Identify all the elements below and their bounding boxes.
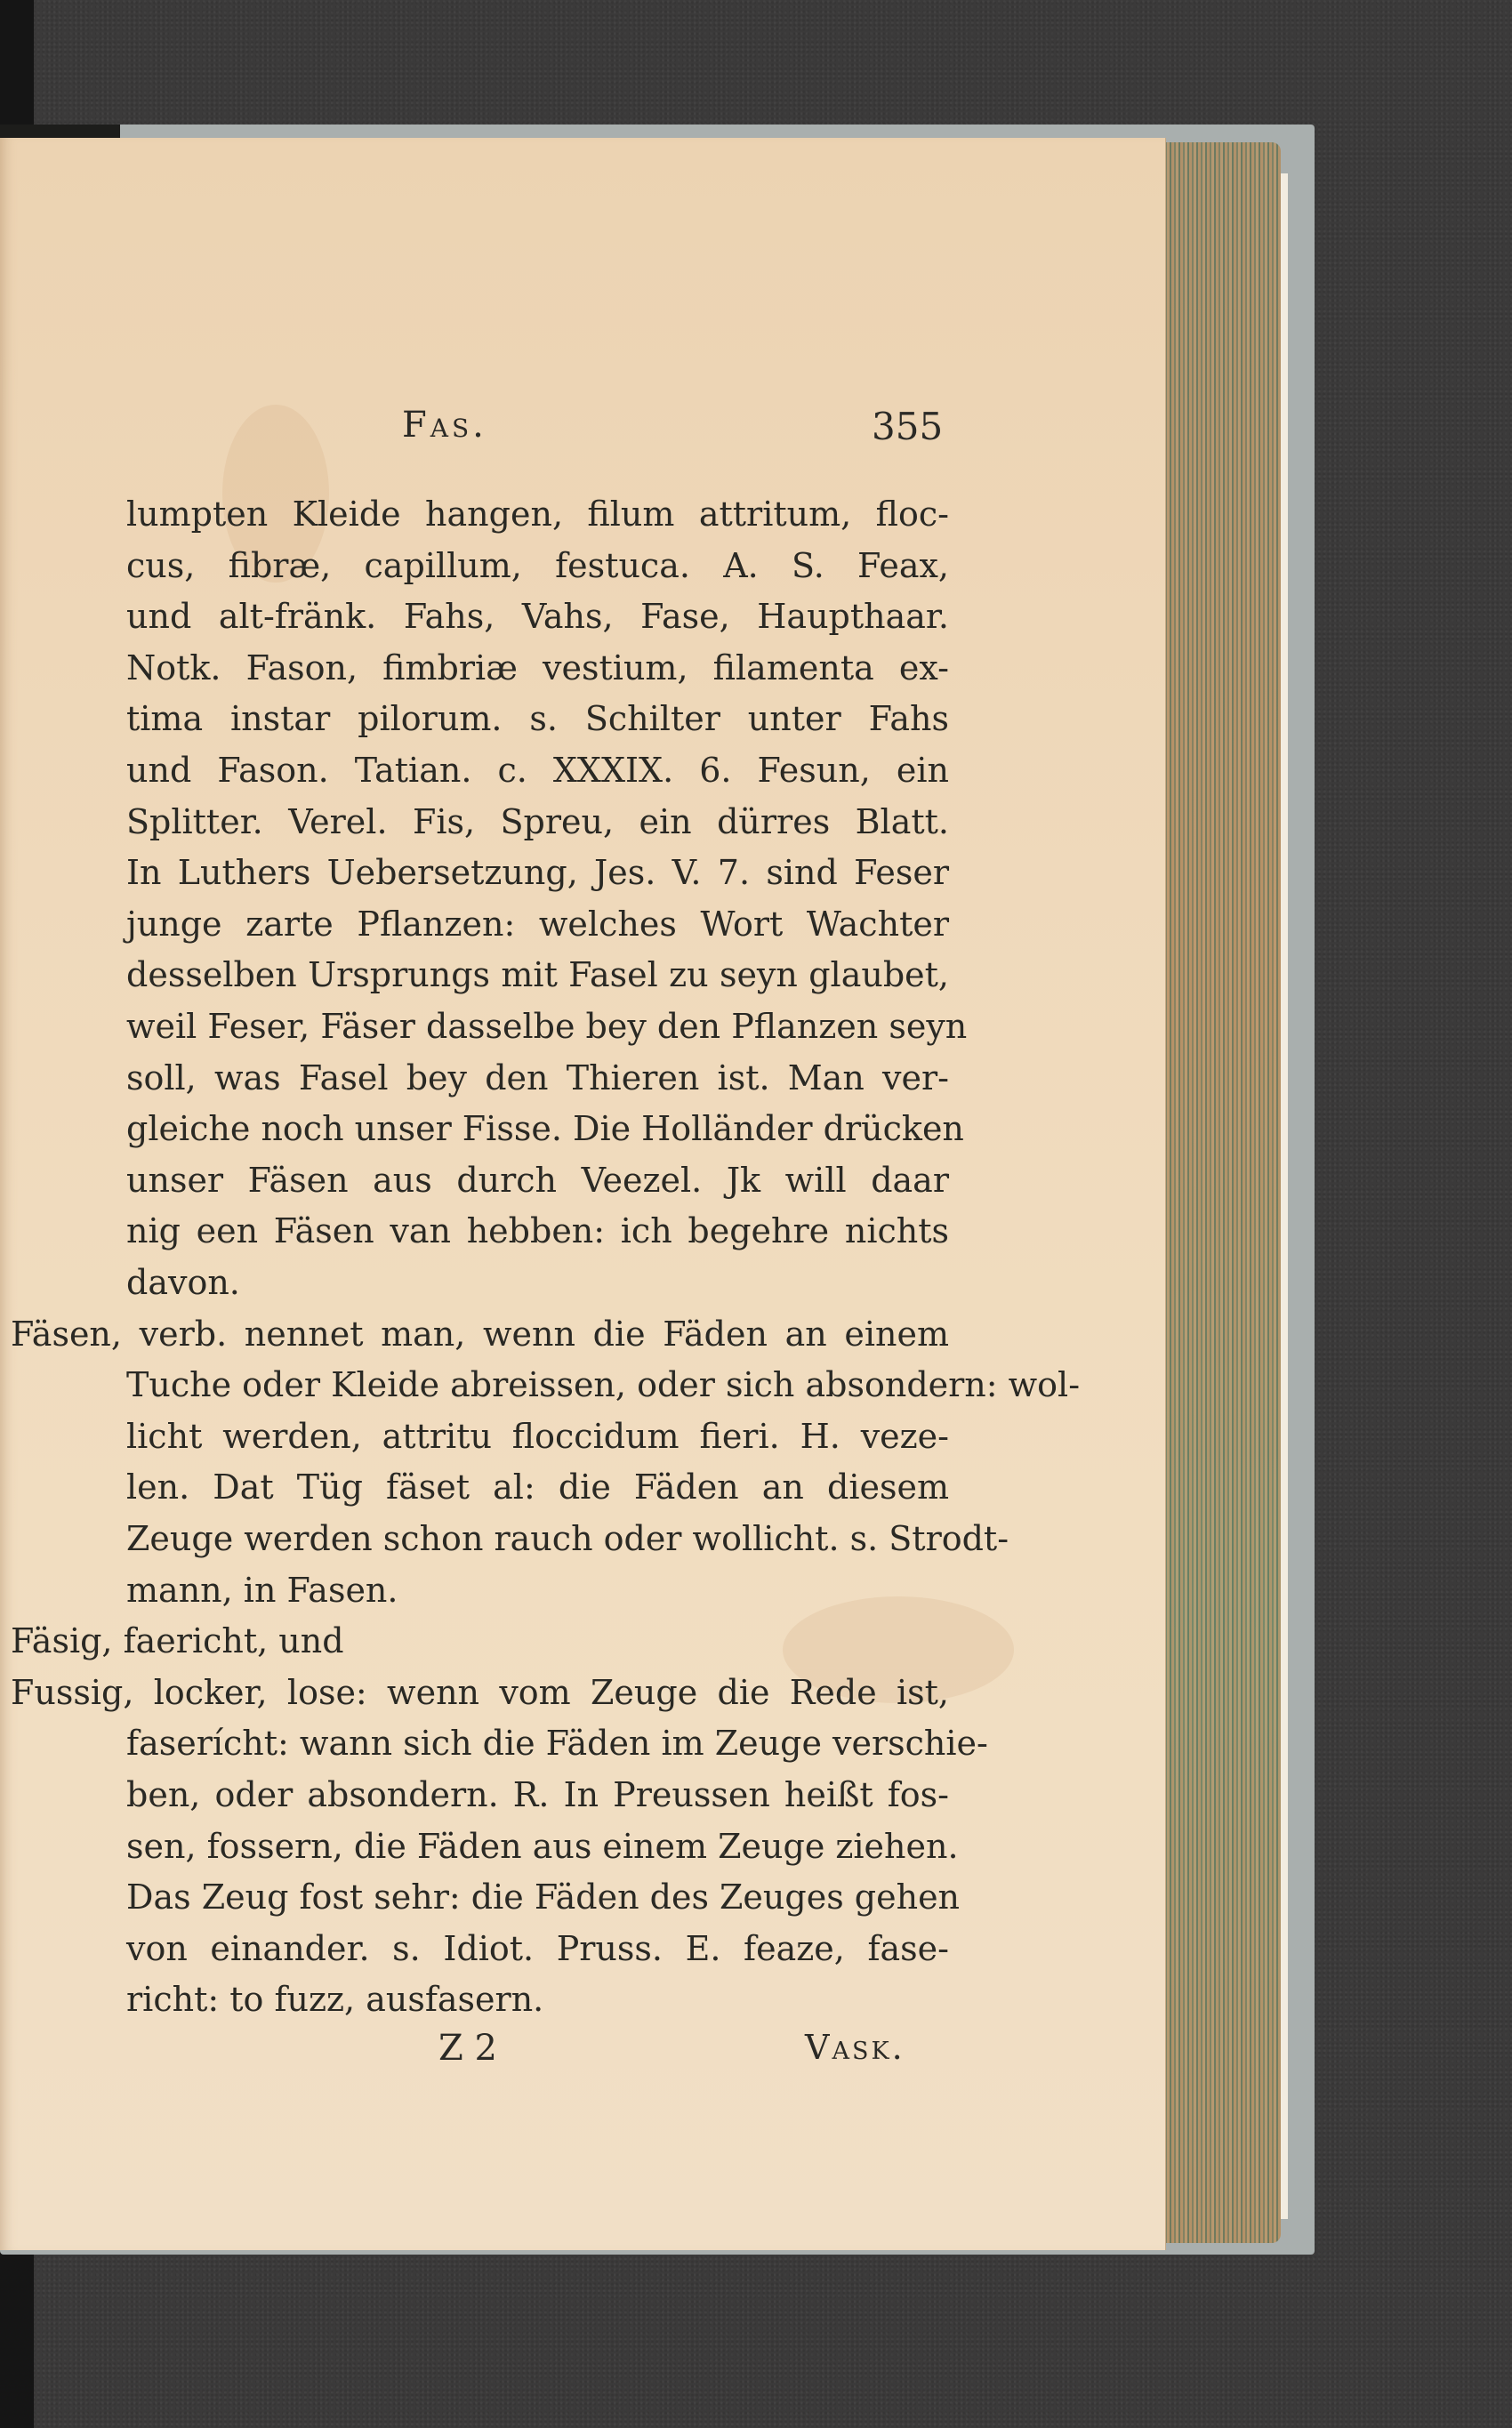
spine-binding-top: [0, 0, 34, 142]
book-page-block: [0, 138, 1288, 2250]
text-line: und alt-fränk. Fahs, Vahs, Fase, Haupthaar.: [126, 597, 949, 637]
text-line: Das Zeug fost sehr: die Fäden des Zeuges gehen: [126, 1877, 961, 1917]
text-line: desselben Ursprungs mit Fasel zu seyn glaubet,: [126, 955, 949, 995]
page-footer: [0, 2028, 1165, 2081]
text-line: junge zarte Pflanzen: welches Wort Wachter: [126, 904, 949, 944]
text-line: cus, fibræ, capillum, festuca. A. S. Feax,: [126, 545, 949, 585]
endpaper-edge: [1281, 173, 1288, 2219]
text-line: richt: to fuzz, ausfasern.: [126, 1980, 544, 2020]
text-line: licht werden, attritu floccidum fieri. H. veze-: [126, 1416, 949, 1456]
text-line: Notk. Fason, fimbriæ vestium, filamenta ex-: [126, 647, 949, 687]
text-line: gleiche noch unser Fisse. Die Holländer drücken: [126, 1109, 964, 1149]
running-head-word: Fas.: [402, 405, 487, 446]
text-line: von einander. s. Idiot. Pruss. E. feaze, fase-: [126, 1928, 949, 1968]
text-line: nig een Fäsen van hebben: ich begehre nichts: [126, 1211, 949, 1251]
text-line: sen, fossern, die Fäden aus einem Zeuge ziehen.: [126, 1826, 959, 1866]
signature-mark: Z 2: [438, 2028, 497, 2069]
dictionary-entry-line: Fäsen, verb. nennet man, wenn die Fäden an einem: [11, 1314, 949, 1354]
spine-binding-bottom: [0, 2241, 34, 2428]
text-line: tima instar pilorum. s. Schilter unter Fahs: [126, 699, 949, 739]
text-line: len. Dat Tüg fäset al: die Fäden an diesem: [126, 1467, 949, 1507]
dictionary-entry-line: Fussig, locker, lose: wenn vom Zeuge die Rede ist,: [11, 1672, 949, 1712]
text-line: und Fason. Tatian. c. XXXIX. 6. Fesun, ein: [126, 751, 949, 790]
text-line: unser Fäsen aus durch Veezel. Jk will daar: [126, 1160, 949, 1200]
text-line: davon.: [126, 1263, 240, 1302]
text-line: lumpten Kleide hangen, filum attritum, floc-: [126, 494, 949, 534]
text-line: mann, in Fasen.: [126, 1570, 398, 1610]
text-line: soll, was Fasel bey den Thieren ist. Man ver-: [126, 1057, 949, 1097]
text-line: Tuche oder Kleide abreissen, oder sich absondern: wol-: [126, 1365, 1081, 1405]
text-line: Splitter. Verel. Fis, Spreu, ein dürres Blatt.: [126, 801, 949, 841]
catchword: Vask.: [805, 2028, 905, 2067]
running-head: [0, 405, 1165, 458]
page-number: 355: [872, 405, 944, 448]
text-line: faserícht: wann sich die Fäden im Zeuge verschie-: [126, 1724, 988, 1764]
dictionary-entry-line: Fäsig, faericht, und: [11, 1621, 344, 1661]
text-line: ben, oder absondern. R. In Preussen heißt fos-: [126, 1775, 949, 1814]
text-line: Zeuge werden schon rauch oder wollicht. s. Strodt-: [126, 1519, 1009, 1558]
page: [0, 138, 1166, 2250]
text-line: weil Feser, Fäser dasselbe bey den Pflanzen seyn: [126, 1007, 968, 1046]
text-line: In Luthers Uebersetzung, Jes. V. 7. sind Feser: [126, 853, 949, 893]
